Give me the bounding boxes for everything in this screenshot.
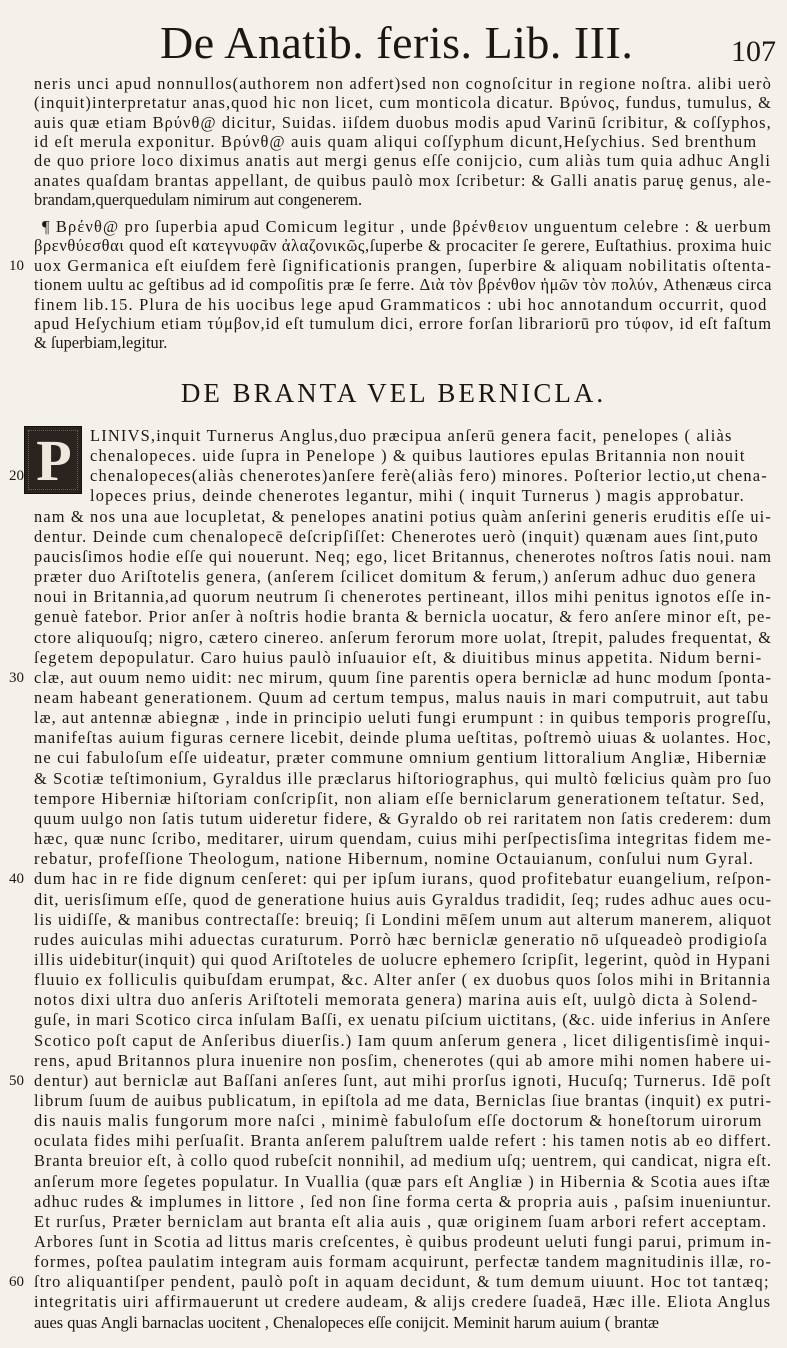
text-line — [0, 171, 787, 191]
line-text: librum ſuum de auibus publicatum, in epiſtola ad me data, Berniclas ſiue brantas (inquit) ex putri- — [34, 1090, 773, 1110]
line-text: neris unci apud nonnullos(authorem non adfert)sed non cognoſcitur in regione noſtra. alibi uerò — [34, 74, 772, 93]
line-text: guſe, in mari Scotico circa inſulam Baſſi, ex uenatu piſcium uictitans, (&c. uide inferius in Anſere — [34, 1010, 772, 1030]
text-line — [0, 190, 787, 210]
line-text: rebatur, profeſſione Theologum, natione Hibernum, nomine Octauianum, conſului num Gyral. — [34, 849, 755, 869]
text-line — [0, 256, 787, 276]
text-line — [0, 567, 787, 587]
line-text: nam & nos una aue locupletat, & penelopes anatini potius quàm anſerini generis eruditis eſſe ui- — [34, 506, 772, 526]
text-line — [0, 1031, 787, 1051]
margin-line-number: 30 — [9, 669, 24, 686]
text-line — [0, 1292, 787, 1312]
text-line — [0, 890, 787, 910]
margin-line-number: 40 — [9, 871, 24, 888]
line-text: dentur) aut berniclæ aut Baſſani anſeres ſunt, aut mihi prorſus ignoti, Hucuſq; Turnerus. Idē poſt — [34, 1070, 772, 1090]
text-line — [0, 1252, 787, 1272]
line-text: apud Heſychium etiam τύμβον,id eſt tumulum dici, errore forſan librariorū pro τύφον, id eſt faſtum — [34, 314, 772, 333]
text-line — [0, 708, 787, 728]
line-text: finem lib.15. Plura de his uocibus lege apud Grammaticos : ubi hoc annotandum occurrit, quod — [34, 294, 768, 314]
text-line — [0, 314, 787, 334]
line-text: aues quas Angli barnaclas uocitent , Chenalopeces eſſe conijcit. Meminit harum auium ( brantæ — [34, 1312, 659, 1332]
line-text: hæc, quæ nunc ſcribo, meditarer, uirum quendam, cuius mihi perſpectisſima integritas fidem me- — [34, 829, 773, 848]
margin-line-number: 60 — [9, 1274, 24, 1291]
text-line — [0, 74, 787, 94]
line-text: neam habeant generationem. Quum ad certum tempus, malus nauis in mari computruit, aut tabu — [34, 688, 770, 707]
text-line — [0, 1071, 787, 1091]
line-text: oculata fides mihi perſuaſit. Branta anſerem paluſtrem ualde refert : his tamen notis ab eo differt. — [34, 1131, 772, 1151]
running-head: De Anatib. feris. Lib. III. — [160, 17, 634, 68]
line-text: LINIVS,inquit Turnerus Anglus,duo præcipua anſerū genera facit, penelopes ( aliàs — [90, 426, 733, 445]
text-line — [0, 275, 787, 295]
text-line — [0, 1131, 787, 1151]
line-text: quum uulgo non ſatis tutum uideretur fidere, & Gyraldo ob rei raritatem non ſatis crederem: dum — [34, 808, 773, 828]
line-text: & Scotiæ teſtimonium, Gyraldus ille præclarus hiſtoriographus, qui multò fœlicius quàm pro ſuo — [34, 768, 773, 788]
line-text: ne cui fabuloſum eſſe uideatur, præter commune omnium gentium littoralium Angliæ, Hiberniæ — [34, 748, 768, 768]
decorated-initial — [24, 426, 82, 494]
line-text: illis uidebitur(inquit) qui quod Ariſtoteles de uolucre ephemero ſcripſit, legerint, quòd in Hypani — [34, 949, 772, 969]
line-text: chenalopeces. uide ſupra in Penelope ) & quibus lautiores epulas Britannia non nouit — [90, 446, 746, 466]
text-line — [0, 970, 787, 990]
line-text: anſerum more ſegetes populatur. In Vuallia (quæ pars eſt Angliæ ) in Hibernia & Scotia aues iſtæ — [34, 1171, 771, 1191]
line-text: ctore aliquouſq; nigro, cætero cinereo. anſerum ferorum more uolat, ſtrepit, paludes frequentat, & — [34, 627, 772, 647]
line-text: de quo priore loco diximus anatis aut mergi genus eſſe conijcio, cum aliàs tum quia adhuc Angli — [34, 151, 772, 171]
line-text: auis quæ etiam Βρύνθ@ dicitur, Suidas. iiſdem duobus modis apud Varinū ſcribitur, & coſſyphos, — [34, 112, 772, 132]
text-line — [0, 1010, 787, 1030]
text-line — [0, 1313, 787, 1333]
text-line — [0, 1192, 787, 1212]
text-line — [0, 333, 787, 353]
margin-line-number: 50 — [9, 1072, 24, 1089]
text-line — [0, 789, 787, 809]
line-text: & ſuperbiam,legitur. — [34, 333, 168, 353]
line-text: rens, apud Britannos plura inuenire non posſim, chenerotes (qui ab amore mihi nomen habere ui- — [34, 1050, 772, 1070]
text-line — [0, 769, 787, 789]
line-text: integritatis uiri affirmauerunt ut credere audeam, & alijs credere ſuadeā, Hæc ille. Eliota Anglus — [34, 1292, 772, 1312]
text-line — [0, 849, 787, 869]
line-text: (inquit)interpretatur anas,quod hic non licet, cum monticola dicatur. Βρύνος, fundus, tumulus, & — [34, 93, 773, 113]
text-line — [0, 151, 787, 171]
text-line — [0, 607, 787, 627]
line-text: manifeſtas auium figuras cernere licebit, deinde pluma ueſtitas, poſtremò uiuas & uolantes. Hoc, — [34, 728, 773, 748]
text-line — [0, 446, 787, 466]
text-line — [0, 1111, 787, 1131]
line-text: tempore Hiberniæ hiſtoriam conſcripſit, non aliam eſſe berniclarum generationem teſtatur. Sed, — [34, 788, 766, 808]
line-text: Scotico poſt caput de Anſeribus diuerſis.) Iam quum anſerum genera , licet diligentisſimè inqui- — [34, 1030, 772, 1050]
page-number: 107 — [731, 35, 776, 68]
text-line — [0, 1151, 787, 1171]
text-line — [0, 486, 787, 506]
line-text: ſtro aliquantiſper pendent, paulò poſt in aquam decidunt, & tum demum uiuunt. Hoc tot tantæq; — [34, 1272, 770, 1292]
line-text: lis uidiſſe, & manibus contrectaſſe: breuiq; ſi Londini mēſem unum aut alterum manerem, aliquot — [34, 909, 773, 929]
line-text: dit, uerisſimum eſſe, quod de generatione huius auis Gyraldus tradidit, ſeq; rudes adhuc aues ocu- — [34, 889, 773, 909]
text-line — [0, 668, 787, 688]
text-line — [0, 1091, 787, 1111]
text-line — [0, 426, 787, 446]
text-line — [0, 648, 787, 668]
line-text: notos dixi ultra duo anſeris Ariſtoteli memorata genera) marina auis eſt, uulgò dicta à Solend- — [34, 990, 759, 1010]
text-line — [0, 507, 787, 527]
text-line — [0, 628, 787, 648]
line-text: clæ, aut ouum nemo uidit: nec mirum, quum ſine parentis opera berniclæ ad hunc modum ſponta- — [34, 667, 773, 687]
text-line — [0, 466, 787, 486]
line-text: Arbores ſunt in Scotia ad littus maris creſcentes, è quibus prodeunt ueluti fungi parui, primum in- — [34, 1232, 773, 1251]
text-line — [0, 1051, 787, 1071]
line-text: præter duo Ariſtotelis genera, (anſerem ſcilicet domitum & ferum,) anſerum adhuc duo genera — [34, 567, 757, 586]
text-line — [0, 132, 787, 152]
line-text: læ, aut antennæ abiegnæ , inde in principio ueluti fungi erumpunt : in quibus temporis progreſſu, — [34, 708, 772, 728]
text-line — [0, 1212, 787, 1232]
text-line — [0, 1172, 787, 1192]
text-line — [0, 527, 787, 547]
line-text: adhuc rudes & implumes in littore , ſed non ſine forma certa & propria auis , paſsim inueniuntur. — [34, 1191, 772, 1211]
text-line — [0, 587, 787, 607]
text-line — [0, 1272, 787, 1292]
line-text: chenalopeces(aliàs chenerotes)anſere ferè(aliàs fero) minores. Poſterior lectio,ut chena- — [90, 466, 768, 486]
text-line — [0, 748, 787, 768]
line-text: ¶ Βρένθ@ pro ſuperbia apud Comicum legitur , unde βρένθειον unguentum celebre : & uerbum — [42, 217, 772, 236]
line-text: id eſt merula exponitur. Βρύνθ@ auis quam aliqui coſſyphum dicunt,Heſychius. Sed brenthum — [34, 131, 758, 151]
line-text: formes, poſtea paulatim integram auis formam acquirunt, perfectæ tandem magnitudinis illæ, ro- — [34, 1252, 772, 1272]
line-text: dis nauis malis fungorum more naſci , minimè fabuloſum eſſe doctorum & honeſtorum uirorum — [34, 1111, 763, 1131]
line-text: noui in Britannia,ad quorum neutrum ſi chenerotes pertineant, illos mihi penitus ignotos eſſe in- — [34, 587, 773, 607]
line-text: uox Germanica eſt eiuſdem ferè ſignificationis prangen, ſuperbire & aliquam nobilitatis oſtenta- — [34, 255, 773, 275]
margin-line-number: 10 — [9, 257, 24, 274]
line-text: dentur. Deinde cum chenalopecē deſcripſiſſet: Chenerotes uerò (inquit) quænam aues ſint,puto — [34, 526, 759, 546]
line-text: dum hac in re fide dignum cenſeret: qui per ipſum iurans, quod profitebatur euangelium, reſpon- — [34, 869, 772, 889]
text-line — [0, 930, 787, 950]
text-line — [0, 93, 787, 113]
line-text: anates quaſdam brantas appellant, de quibus paulò mox ſcribetur: & Galli anatis paruę genus, ale- — [34, 170, 773, 190]
text-line — [0, 236, 787, 256]
text-line — [0, 809, 787, 829]
text-line — [0, 1232, 787, 1252]
text-line — [0, 990, 787, 1010]
line-text: fluuio ex folliculis quibuſdam erumpat, &c. Alter anſer ( ex duobus quos ſolos mihi in Britannia — [34, 970, 772, 989]
text-line — [0, 217, 787, 237]
line-text: βρενθύεσθαι quod eſt κατεγνυφᾶν ἀλαζονικῶς,ſuperbe & procaciter ſe gerere, Euſtathius. proxima huic — [34, 236, 772, 256]
margin-line-number: 20 — [9, 468, 24, 485]
text-line — [0, 547, 787, 567]
line-text: rudes auiculas mihi aduectas curaturum. Porrò hæc berniclæ generatio nō uſqueadeò prodigioſa — [34, 929, 768, 949]
line-text: brandam,querquedulam nimirum aut congenerem. — [34, 189, 363, 209]
text-line — [0, 829, 787, 849]
text-line — [0, 728, 787, 748]
text-line — [0, 869, 787, 889]
line-text: ſegetem depopulatur. Caro huius paulò inſuauior eſt, & diuitibus minus appetita. Nidum berni- — [34, 647, 763, 667]
line-text: Et rurſus, Præter berniclam aut branta eſt alia auis , quæ originem ſuam arbori refert acceptam. — [34, 1211, 768, 1231]
line-text: Branta breuior eſt, à collo quod rubeſcit nonnihil, ad medium uſq; uentrem, qui candicat, nigra eſt. — [34, 1151, 772, 1171]
line-text: genuè fatebor. Prior anſer à noſtris hodie branta & bernicla uocatur, & fero anſere minor eſt, pe- — [34, 607, 772, 627]
line-text: tionem uultu ac geſtibus ad id compoſitis præ ſe ferre. Διὰ τὸν βρένθον ἡμῶν τὸν πολύν, Athenæus circa — [34, 275, 772, 295]
text-line — [0, 950, 787, 970]
initial-letter: P — [36, 428, 72, 493]
section-heading: DE BRANTA VEL BERNICLA. — [180, 378, 607, 408]
text-line — [0, 910, 787, 930]
text-line — [0, 113, 787, 133]
text-line — [0, 295, 787, 315]
text-line — [0, 688, 787, 708]
line-text: paucisſimos hodie eſſe qui nouerunt. Neq; ego, licet Britannus, chenerotes noſtros ſatis noui. nam — [34, 546, 772, 566]
line-text: lopeces prius, deinde chenerotes legantur, mihi ( inquit Turnerus ) magis approbatur. — [90, 486, 745, 506]
